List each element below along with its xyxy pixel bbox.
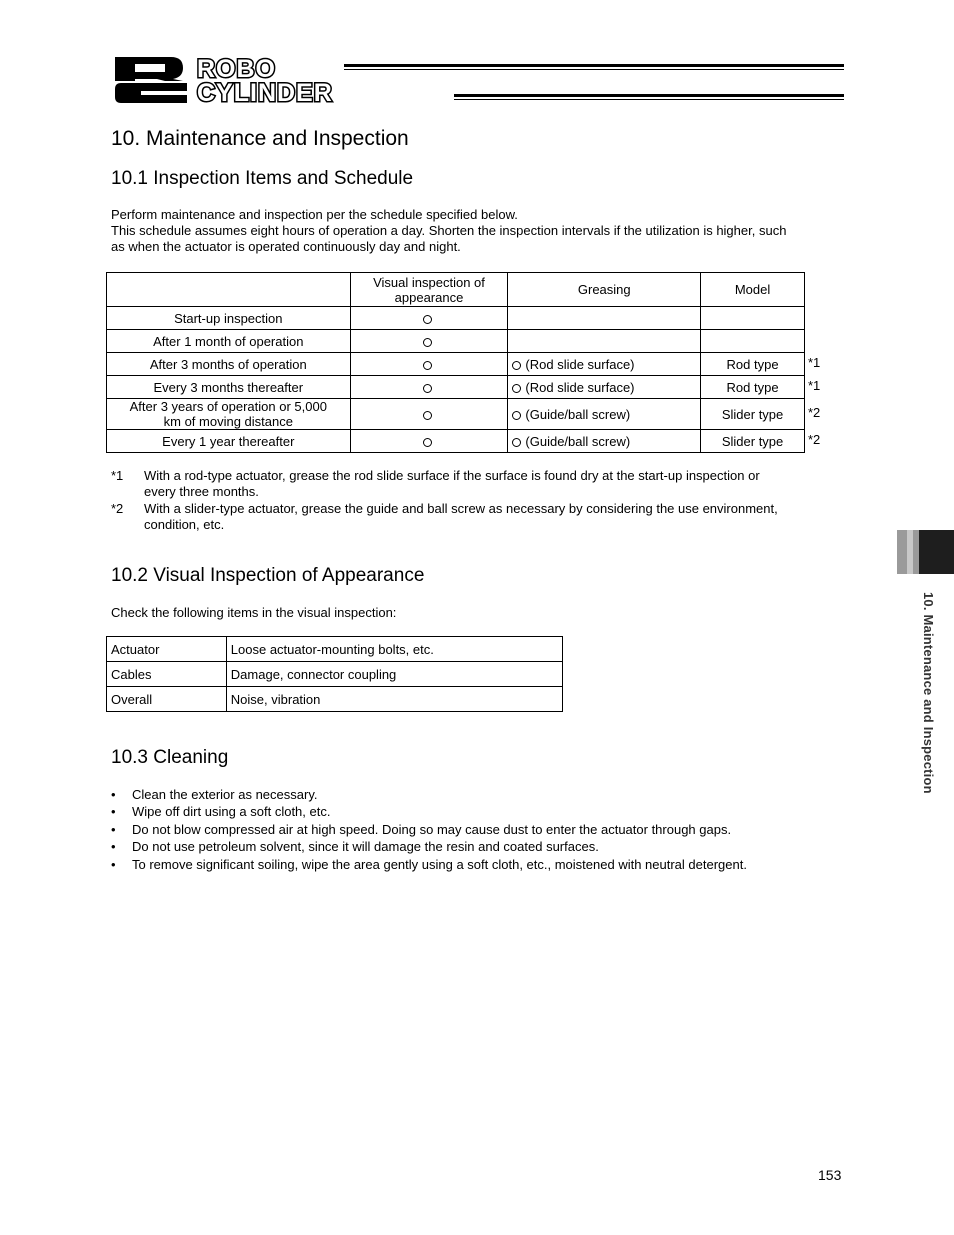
table-cell-item: Overall bbox=[107, 687, 227, 712]
table-row bbox=[107, 662, 563, 687]
intro-text: as when the actuator is operated continuously day and night. bbox=[111, 239, 461, 254]
side-chapter-label: 10. Maintenance and Inspection bbox=[921, 592, 936, 794]
table-row bbox=[107, 687, 563, 712]
footnote-text: With a rod-type actuator, grease the rod slide surface if the surface is found dry at the start-up inspection or bbox=[144, 468, 760, 483]
table-cell-item: Cables bbox=[107, 662, 227, 687]
list-item: • Do not blow compressed air at high speed. Doing so may cause dust to enter the actuator through gaps. bbox=[111, 821, 747, 838]
table-header-cell bbox=[107, 273, 351, 307]
footnote-mark: *2 bbox=[111, 501, 124, 516]
rc-logo-mark bbox=[113, 55, 189, 105]
table-header-cell: Greasing bbox=[508, 273, 701, 307]
circle-mark-icon bbox=[423, 384, 432, 393]
header-rule bbox=[344, 64, 844, 67]
table-cell-item: After 3 months of operation bbox=[107, 353, 351, 376]
table-cell-greasing: (Guide/ball screw) bbox=[508, 430, 701, 453]
table-cell-item: Every 3 months thereafter bbox=[107, 376, 351, 399]
table-note-marker: *1 bbox=[808, 355, 821, 370]
circle-mark-icon bbox=[512, 384, 521, 393]
table-note-marker: *2 bbox=[808, 432, 821, 447]
table-cell-check: Noise, vibration bbox=[226, 687, 562, 712]
cleaning-list bbox=[111, 786, 747, 873]
inspection-schedule-table bbox=[106, 272, 805, 453]
table-row bbox=[107, 637, 563, 662]
table-header-row bbox=[107, 273, 805, 307]
table-note-marker: *1 bbox=[808, 378, 821, 393]
list-item: • Wipe off dirt using a soft cloth, etc. bbox=[111, 803, 747, 820]
table-cell-visual bbox=[350, 330, 508, 353]
list-item: • Clean the exterior as necessary. bbox=[111, 786, 747, 803]
section-title-10-3: 10.3 Cleaning bbox=[111, 747, 229, 768]
circle-mark-icon bbox=[423, 315, 432, 324]
circle-mark-icon bbox=[512, 411, 521, 420]
circle-mark-icon bbox=[423, 411, 432, 420]
table-cell-greasing: (Rod slide surface) bbox=[508, 376, 701, 399]
table-cell-greasing: (Guide/ball screw) bbox=[508, 399, 701, 430]
visual-inspection-table bbox=[106, 636, 563, 712]
list-item: • Do not use petroleum solvent, since it will damage the resin and coated surfaces. bbox=[111, 838, 747, 855]
table-cell-visual bbox=[350, 399, 508, 430]
table-row bbox=[107, 399, 805, 430]
logo-cylinder-text: CYLINDER bbox=[197, 79, 333, 107]
table-header-cell: Visual inspection of appearance bbox=[350, 273, 508, 307]
circle-mark-icon bbox=[423, 361, 432, 370]
table-cell-item: After 1 month of operation bbox=[107, 330, 351, 353]
table-cell-model bbox=[701, 307, 805, 330]
intro-text: This schedule assumes eight hours of operation a day. Shorten the inspection intervals if the utilization is higher, such bbox=[111, 223, 787, 238]
table-cell-item: After 3 years of operation or 5,000 km of moving distance bbox=[107, 399, 351, 430]
table-note-marker: *2 bbox=[808, 405, 821, 420]
table-cell-item: Actuator bbox=[107, 637, 227, 662]
table-cell-check: Damage, connector coupling bbox=[226, 662, 562, 687]
table-cell-model: Rod type bbox=[701, 353, 805, 376]
table-row bbox=[107, 376, 805, 399]
section-title-10-2: 10.2 Visual Inspection of Appearance bbox=[111, 565, 425, 586]
table-row bbox=[107, 307, 805, 330]
intro-text: Perform maintenance and inspection per the schedule specified below. bbox=[111, 207, 518, 222]
header-rule bbox=[454, 99, 844, 100]
table-cell-item: Start-up inspection bbox=[107, 307, 351, 330]
table-cell-model: Rod type bbox=[701, 376, 805, 399]
table-cell-model: Slider type bbox=[701, 399, 805, 430]
table-cell-greasing bbox=[508, 307, 701, 330]
table-cell-visual bbox=[350, 353, 508, 376]
table-cell-visual bbox=[350, 376, 508, 399]
table-row bbox=[107, 330, 805, 353]
table-header-cell: Model bbox=[701, 273, 805, 307]
page-number: 153 bbox=[818, 1167, 842, 1183]
logo-robo-text: ROBO bbox=[197, 55, 276, 83]
footnote-mark: *1 bbox=[111, 468, 124, 483]
chapter-tab-marker bbox=[907, 530, 913, 574]
table-cell-visual bbox=[350, 307, 508, 330]
list-item: • To remove significant soiling, wipe the area gently using a soft cloth, etc., moistened with neutral detergent. bbox=[111, 856, 747, 873]
table-cell-greasing: (Rod slide surface) bbox=[508, 353, 701, 376]
footnote-text: With a slider-type actuator, grease the guide and ball screw as necessary by considering the use environment, bbox=[144, 501, 778, 516]
table-cell-visual bbox=[350, 430, 508, 453]
table-cell-model bbox=[701, 330, 805, 353]
table-cell-model: Slider type bbox=[701, 430, 805, 453]
footnote-text: condition, etc. bbox=[144, 517, 225, 532]
table-row bbox=[107, 353, 805, 376]
chapter-title: 10. Maintenance and Inspection bbox=[111, 127, 409, 150]
circle-mark-icon bbox=[512, 361, 521, 370]
table-cell-greasing bbox=[508, 330, 701, 353]
table-cell-item: Every 1 year thereafter bbox=[107, 430, 351, 453]
header-rule bbox=[344, 69, 844, 70]
header-rule bbox=[454, 94, 844, 97]
table-row bbox=[107, 430, 805, 453]
section-intro: Check the following items in the visual inspection: bbox=[111, 605, 397, 620]
circle-mark-icon bbox=[423, 338, 432, 347]
table-cell-check: Loose actuator-mounting bolts, etc. bbox=[226, 637, 562, 662]
section-title-10-1: 10.1 Inspection Items and Schedule bbox=[111, 168, 414, 189]
circle-mark-icon bbox=[423, 438, 432, 447]
footnote-text: every three months. bbox=[144, 484, 259, 499]
chapter-tab-marker bbox=[919, 530, 954, 574]
circle-mark-icon bbox=[512, 438, 521, 447]
